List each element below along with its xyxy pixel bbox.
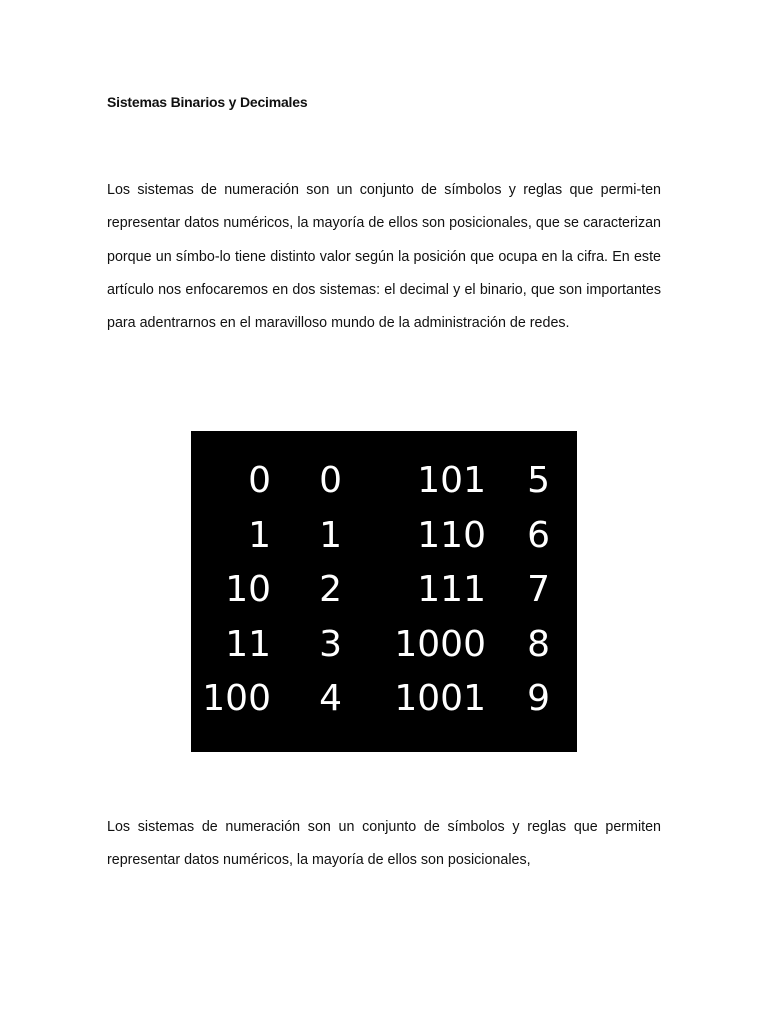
table-decimal-value: 4 xyxy=(319,678,342,719)
table-binary-value: 10 xyxy=(225,569,271,610)
binary-decimal-table-image xyxy=(191,431,577,752)
table-binary-value: 1 xyxy=(248,515,271,556)
table-decimal-value: 9 xyxy=(527,678,550,719)
table-binary-value: 1001 xyxy=(394,678,486,719)
document-title: Sistemas Binarios y Decimales xyxy=(107,94,308,110)
table-binary-value: 0 xyxy=(248,460,271,501)
table-decimal-value: 0 xyxy=(319,460,342,501)
paragraph-repeat: Los sistemas de numeración son un conjunto de símbolos y reglas que permiten representar datos numéricos, la mayoría de ellos son posicionales, xyxy=(107,819,661,869)
table-binary-value: 111 xyxy=(417,569,486,610)
table-binary-value: 101 xyxy=(417,460,486,501)
table-decimal-value: 7 xyxy=(527,569,550,610)
table-binary-value: 110 xyxy=(417,515,486,556)
table-binary-value: 1000 xyxy=(394,624,486,665)
table-decimal-value: 2 xyxy=(319,569,342,610)
table-decimal-value: 6 xyxy=(527,515,550,556)
table-binary-value: 11 xyxy=(225,624,271,665)
table-decimal-value: 5 xyxy=(527,460,550,501)
table-decimal-value: 1 xyxy=(319,515,342,556)
table-decimal-value: 3 xyxy=(319,624,342,665)
table-binary-value: 100 xyxy=(202,678,271,719)
paragraph-intro: Los sistemas de numeración son un conjunto de símbolos y reglas que permi-ten representar datos numéricos, la mayoría de ellos son posicionales, que se caracterizan porque un símbo-lo tiene distinto valor según la posición que ocupa en la cifra. En este artículo nos enfocaremos en dos sistemas: el decimal y el binario, que son importantes para adentrarnos en el maravilloso mundo de la administración de redes. xyxy=(107,182,661,332)
table-decimal-value: 8 xyxy=(527,624,550,665)
